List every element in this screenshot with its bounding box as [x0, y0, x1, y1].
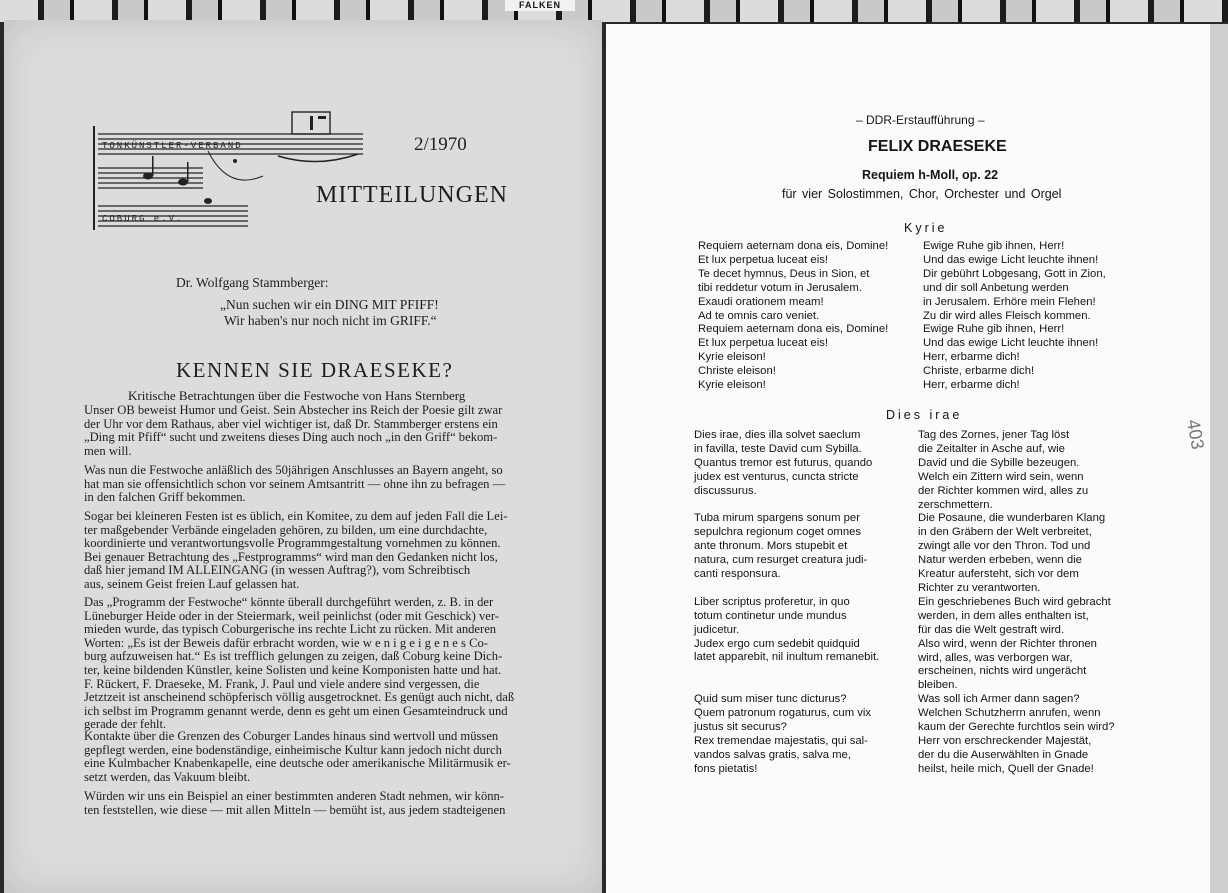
verse-line: Herr, erbarme dich! — [923, 351, 1020, 364]
verse-line: Herr, erbarme dich! — [923, 379, 1020, 392]
verse-line: Zu dir wird alles Fleisch kommen. — [923, 309, 1091, 322]
quote-line-2: Wir haben's nur noch nicht im GRIFF.“ — [224, 313, 437, 328]
paragraph-2: Was nun die Festwoche anläßlich des 50jährigen Anschlusses an Bayern angeht, so hat man sie offensichtlich schon vor seinem Amtsantritt — ohne ihn zu befragen — in den falchen Griff bekommen. — [84, 463, 506, 505]
verse-line: Liber scriptus proferetur, in quo — [694, 595, 850, 608]
verse-line: für das die Welt gestraft wird. — [918, 623, 1065, 636]
verse-line: judicetur. — [694, 623, 740, 636]
verse-line: Christe eleison! — [698, 365, 776, 378]
verse-line: Rex tremendae majestatis, qui sal- — [694, 734, 868, 747]
verse-line: Tag des Zornes, jener Tag löst — [918, 429, 1070, 441]
verse-line: Was soll ich Armer dann sagen? — [918, 693, 1080, 706]
verse-line: Et lux perpetua luceat eis! — [698, 253, 828, 266]
pencil-note: 403 — [1183, 417, 1208, 451]
verse-line: Kreatur aufersteht, sich vor dem — [918, 568, 1079, 581]
dies-irae-german-column — [918, 429, 1115, 777]
logo-top-text: TONKÜNSTLER-VERBAND — [102, 141, 243, 151]
verse-line: Quantus tremor est futurus, quando — [694, 456, 873, 469]
article-headline: KENNEN SIE DRAESEKE? — [176, 358, 454, 382]
masthead-title: MITTEILUNGEN — [316, 182, 508, 208]
verse-line: Tuba mirum spargens sonum per — [694, 512, 860, 525]
verse-line: natura, cum resurget creatura judi- — [694, 554, 868, 567]
verse-line: David und die Sybille bezeugen. — [918, 456, 1080, 469]
verse-line: der Richter kommen wird, alles zu — [918, 484, 1089, 497]
verse-line: Requiem aeternam dona eis, Domine! — [698, 240, 889, 252]
left-page — [4, 20, 602, 893]
brand-label: FALKEN — [505, 0, 575, 11]
verse-line: Ewige Ruhe gib ihnen, Herr! — [923, 323, 1065, 336]
verse-line: in Jerusalem. Erhöre mein Flehen! — [923, 295, 1096, 308]
verse-line: Herr von erschreckender Majestät, — [918, 734, 1092, 747]
verse-line: sepulchra regionum coget omnes — [694, 526, 862, 539]
paragraph-3: Sogar bei kleineren Festen ist es üblich, ein Komitee, zu dem auf jeden Fall die Lei- ter maßgebender Verbände eingeladen gehören, zu bilden, um eine durchdachte, koordinierte und verantwortungsvolle Programmgestaltung vornehmen zu können. Bei genauer Betrachtung des „Festprogramms“ wird man den Gedanken nicht los, daß hier jemand IM ALLEINGANG (in wessen Auftrag?), vom Schreibtisch aus, seinem Geist freien Lauf gelassen hat. — [84, 509, 508, 591]
right-page — [606, 24, 1210, 893]
verse-line: Et lux perpetua luceat eis! — [698, 337, 828, 350]
top-scan-strip — [0, 0, 1228, 22]
verse-line: zwingt alle vor den Thron. Tod und — [918, 540, 1091, 553]
dies-irae-latin-column — [694, 429, 879, 777]
verse-line: Te decet hymnus, Deus in Sion, et — [698, 267, 870, 280]
verse-line: canti responsura. — [694, 568, 781, 581]
paragraph-1: Unser OB beweist Humor und Geist. Sein Abstecher ins Reich der Poesie gilt zwar der Uhr vor dem Rathaus, aber viel wichtiger ist, daß Dr. Stammberger erstens ein „Ding mit Pfiff“ sucht und zweitens dieses Ding auch noch „in den Griff“ bekom- men will. — [84, 403, 503, 458]
verse-line: latet apparebit, nil inultum remanebit. — [694, 651, 880, 664]
verse-line: werden, in dem alles enthalten ist, — [918, 609, 1089, 622]
verse-line: und dir soll Anbetung werden — [923, 281, 1069, 294]
verse-line: Christe, erbarme dich! — [923, 365, 1035, 378]
work-scoring: für vier Solostimmen, Chor, Orchester und Orgel — [782, 187, 1062, 201]
composer-name: FELIX DRAESEKE — [868, 138, 1007, 155]
verse-line: Die Posaune, die wunderbaren Klang — [918, 512, 1106, 525]
verse-line: Exaudi orationem meam! — [698, 295, 824, 308]
kyrie-german-column — [923, 240, 1106, 393]
premiere-note: – DDR-Erstaufführung – — [856, 113, 985, 127]
verse-line: Kyrie eleison! — [698, 379, 766, 392]
verse-line: Dir gebührt Lobgesang, Gott in Zion, — [923, 267, 1106, 280]
verse-line — [694, 679, 879, 693]
verse-line: Also wird, wenn der Richter thronen — [918, 637, 1097, 650]
paragraph-4: Das „Programm der Festwoche“ könnte überall durchgeführt werden, z. B. in der Lüneburger Heide oder in der Steiermark, weil peinlichst (oder mit Geschick) ver- mieden wurde, das typisch Coburgerische ins rechte Licht zu rücken. Mit anderen Worten: „Es ist der Beweis dafür erbracht worden, wie w e n i g e i g e n e s Co- burg aufzuweisen hat.“ Es ist trefflich gelungen zu zeigen, daß Coburg keine Dich- ter, keine bildenden Künstler, keine Solisten und keine Komponisten hatte und hat. F. Rückert, F. Draeseke, M. Frank, J. Paul und viele andere sind vergessen, die Jetztzeit ist anscheinend schöpferisch völlig ausgetrocknet. Es genügt auch nicht, daß ich selbst im Programm genannt werde, denn es geht um einen Gesamteindruck und gerade der fehlt. — [84, 595, 515, 732]
verse-line — [694, 582, 879, 596]
issue-number: 2/1970 — [414, 134, 467, 155]
page-edge — [1210, 24, 1228, 893]
verse-line: erscheinen, nichts wird ungerächt — [918, 665, 1087, 678]
verse-line: fons pietatis! — [694, 762, 758, 775]
verse-line: Und das ewige Licht leuchte ihnen! — [923, 253, 1099, 266]
verse-line: Dies irae, dies illa solvet saeclum — [694, 429, 861, 441]
kyrie-heading: Kyrie — [904, 221, 948, 235]
verse-line: wird, alles, was verborgen war, — [918, 651, 1073, 664]
verse-line: Requiem aeternam dona eis, Domine! — [698, 323, 889, 336]
verse-line: discussurus. — [694, 484, 757, 497]
verse-line: vandos salvas gratis, salva me, — [694, 748, 851, 761]
quote-author: Dr. Wolfgang Stammberger: — [176, 275, 329, 290]
verse-line: Quid sum miser tunc dicturus? — [694, 693, 847, 706]
verse-line: judex est venturus, cuncta stricte — [694, 470, 859, 483]
verse-line: Kyrie eleison! — [698, 351, 766, 364]
paragraph-5: Kontakte über die Grenzen des Coburger Landes hinaus sind wertvoll und müssen gepflegt werden, eine bodenständige, einheimische Kultur kann jedoch nicht durch eine Kulmbacher Knabenkapelle, eine deutsche oder amerikanische Militärmusik er- setzt werden, das Vakuum bleibt. — [84, 729, 511, 784]
tonkuenstler-logo — [88, 106, 368, 246]
verse-line: Welch ein Zittern wird sein, wenn — [918, 470, 1084, 483]
article-subheadline: Kritische Betrachtungen über die Festwoche von Hans Sternberg — [128, 388, 466, 403]
work-title: Requiem h-Moll, op. 22 — [862, 168, 999, 182]
verse-line: in favilla, teste David cum Sybilla. — [694, 442, 862, 455]
verse-line: Ein geschriebenes Buch wird gebracht — [918, 595, 1111, 608]
verse-line: die Zeitalter in Asche auf, wie — [918, 442, 1065, 455]
verse-line: Quem patronum rogaturus, cum vix — [694, 707, 872, 720]
dies-irae-heading: Dies irae — [886, 408, 963, 422]
verse-line: Welchen Schutzherrn anrufen, wenn — [918, 707, 1101, 720]
verse-line: heilst, heile mich, Quell der Gnade! — [918, 762, 1094, 775]
verse-line — [694, 499, 879, 513]
verse-line: justus sit securus? — [694, 720, 787, 733]
verse-line: ante thronum. Mors stupebit et — [694, 540, 848, 553]
verse-line: zerschmettern. — [918, 498, 993, 511]
verse-line: Natur werden erbeben, wenn die — [918, 554, 1082, 567]
verse-line: Ad te omnis caro veniet. — [698, 309, 820, 322]
verse-line: der du die Auserwählten in Gnade — [918, 748, 1089, 761]
verse-line: bleiben. — [918, 679, 958, 692]
verse-line: Judex ergo cum sedebit quidquid — [694, 637, 860, 650]
verse-line: Ewige Ruhe gib ihnen, Herr! — [923, 240, 1065, 252]
verse-line: tibi reddetur votum in Jerusalem. — [698, 281, 862, 294]
kyrie-latin-column — [698, 240, 888, 393]
verse-line: Und das ewige Licht leuchte ihnen! — [923, 337, 1099, 350]
verse-line: totum continetur unde mundus — [694, 609, 847, 622]
verse-line: Richter zu verantworten. — [918, 581, 1041, 594]
verse-line: in den Gräbern der Welt verbreitet, — [918, 526, 1092, 539]
verse-line: kaum der Gerechte furchtlos sein wird? — [918, 721, 1115, 734]
verse-line — [694, 665, 879, 679]
paragraph-6: Würden wir uns ein Beispiel an einer bestimmten anderen Stadt nehmen, wir könn- ten feststellen, wie diese — mit allen Mitteln — bemüht ist, aus jedem stadteigenen — [84, 789, 506, 817]
logo-bottom-text: COBURG e.V. — [102, 214, 184, 224]
quote-line-1: „Nun suchen wir ein DING MIT PFIFF! — [220, 297, 439, 312]
